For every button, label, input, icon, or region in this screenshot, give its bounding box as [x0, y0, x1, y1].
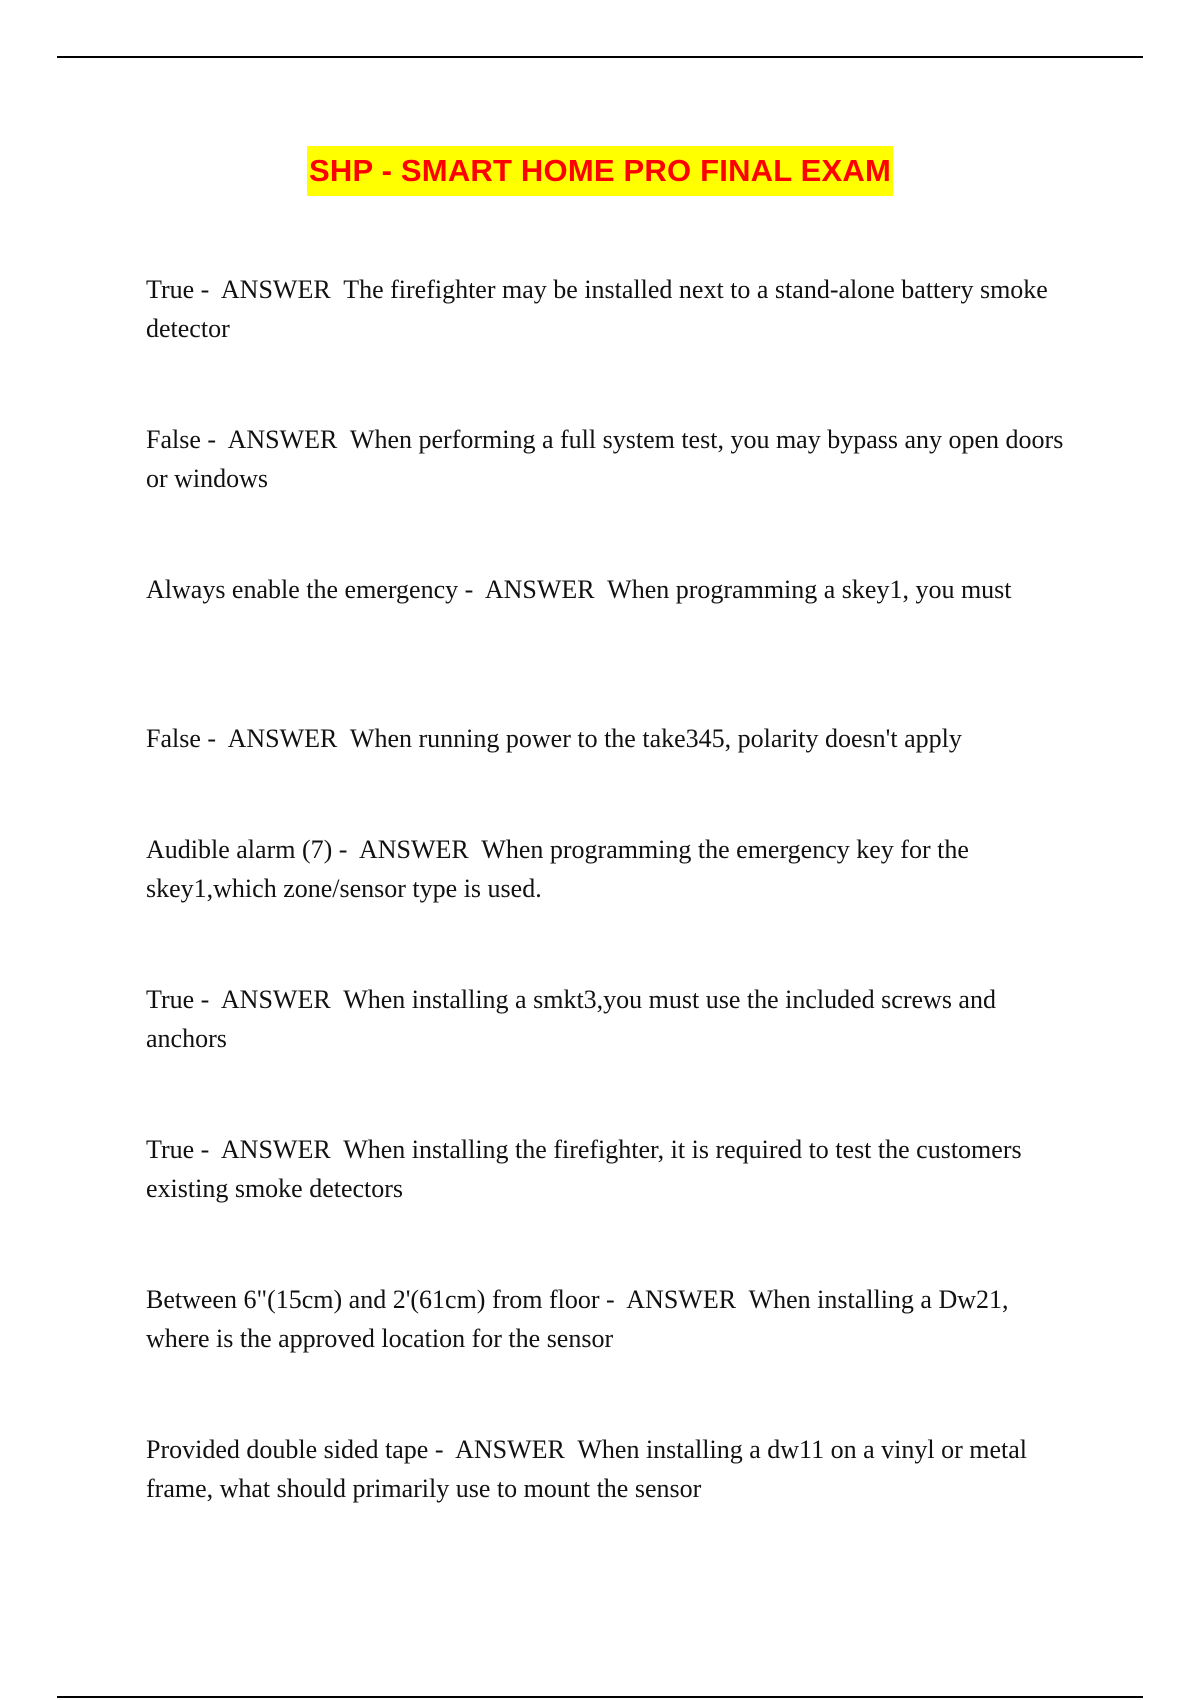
qa-item [146, 570, 1076, 609]
title-container [0, 146, 1200, 196]
question-text: When installing a smkt3,you must use the included screws and anchors [146, 985, 996, 1053]
answer-text: Between 6"(15cm) and 2'(61cm) from floor [146, 1285, 600, 1314]
qa-item [146, 980, 1076, 1058]
qa-item [146, 830, 1076, 908]
answer-text: True [146, 1135, 195, 1164]
answer-separator: - ANSWER [200, 724, 350, 753]
qa-item [146, 1280, 1076, 1358]
qa-item [146, 1130, 1076, 1208]
answer-text: True [146, 985, 195, 1014]
answer-text: True [146, 275, 195, 304]
question-text: When programming the emergency key for the skey1,which zone/sensor type is used. [146, 835, 969, 903]
question-text: When performing a full system test, you may bypass any open doors or windows [146, 425, 1064, 493]
qa-item [146, 1430, 1076, 1508]
qa-item [146, 719, 1076, 758]
answer-separator: - ANSWER [200, 425, 350, 454]
document-title: SHP - SMART HOME PRO FINAL EXAM [307, 146, 893, 196]
qa-item [146, 420, 1076, 498]
question-text: The firefighter may be installed next to a stand-alone battery smoke detector [146, 275, 1048, 343]
question-text: When running power to the take345, polarity doesn't apply [349, 724, 962, 753]
answer-separator: - ANSWER [332, 835, 482, 864]
answer-text: False [146, 425, 201, 454]
qa-item [146, 270, 1076, 348]
question-text: When installing the firefighter, it is required to test the customers existing smoke detectors [146, 1135, 1022, 1203]
bottom-rule [57, 1696, 1143, 1698]
answer-text: Always enable the emergency [146, 575, 459, 604]
answer-separator: - ANSWER [194, 1135, 344, 1164]
answer-separator: - ANSWER [194, 985, 344, 1014]
answer-separator: - ANSWER [194, 275, 344, 304]
answer-separator: - ANSWER [599, 1285, 749, 1314]
answer-text: Audible alarm (7) [146, 835, 333, 864]
question-text: When installing a Dw21, where is the approved location for the sensor [146, 1285, 1009, 1353]
question-text: When programming a skey1, you must [607, 575, 1012, 604]
question-text: When installing a dw11 on a vinyl or metal frame, what should primarily use to mount the sensor [146, 1435, 1027, 1503]
answer-text: Provided double sided tape [146, 1435, 429, 1464]
answer-text: False [146, 724, 201, 753]
answer-separator: - ANSWER [458, 575, 608, 604]
answer-separator: - ANSWER [428, 1435, 578, 1464]
top-rule [57, 56, 1143, 58]
